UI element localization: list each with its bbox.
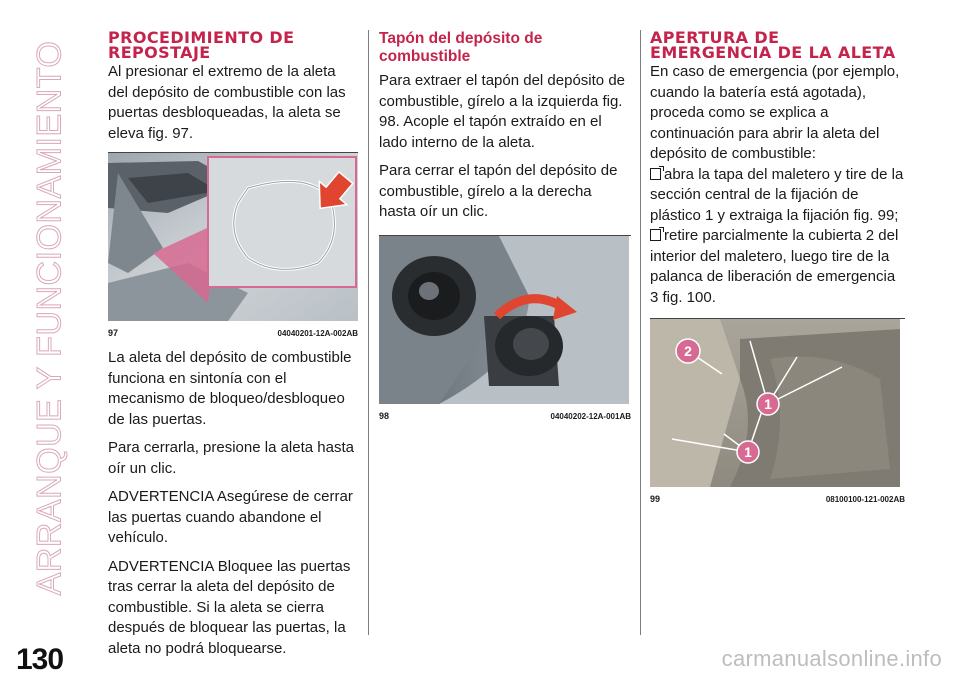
section-side-label: ARRANQUE Y FUNCIONAMIENTO xyxy=(30,40,69,596)
callout-1: 1 xyxy=(764,396,772,412)
column-divider xyxy=(640,30,641,635)
emergency-intro: En caso de emergencia (por ejemplo, cuando la batería está agotada), proceda como se explica a continuación para abrir la aleta del depósito de combustible: xyxy=(650,63,900,162)
bullet-item: abra la tapa del maletero y tire de la sección central de la fijación de plástico 1 y extraiga la fijación fig. 99; xyxy=(650,165,904,224)
paragraph: La aleta del depósito de combustible funciona en sintonía con el mecanismo de bloqueo/desbloqueo de las puertas. xyxy=(108,349,352,428)
figure-number: 97 xyxy=(108,328,119,338)
heading-refueling: PROCEDIMIENTO DE REPOSTAJE xyxy=(108,28,295,62)
figure-98-caption xyxy=(379,409,631,421)
bullet-item: retire parcialmente la cubierta 2 del interior del maletero, luego tire de la palanca de liberación de emergencia 3 fig. 100. xyxy=(650,227,899,306)
figure-number: 98 xyxy=(379,410,390,421)
paragraph: Para cerrar el tapón del depósito de combustible, gírelo a la derecha hasta oír un clic. xyxy=(379,162,618,220)
paragraph: Para cerrarla, presione la aleta hasta oír un clic. xyxy=(108,439,354,477)
figure-code: 04040202-12A-001AB xyxy=(550,411,631,421)
trunk-photo xyxy=(650,319,905,492)
warning-text: ADVERTENCIA Bloquee las puertas tras cerrar la aleta del depósito de combustible. Si la aleta se cierra después de bloquear las puertas, la aleta no podrá bloquearse. xyxy=(108,557,351,657)
figure-99 xyxy=(650,318,905,504)
checkbox-bullet-icon xyxy=(650,229,661,241)
column-divider xyxy=(368,30,369,635)
fuel-flap-photo xyxy=(108,153,358,326)
page-number: 130 xyxy=(16,643,64,676)
watermark: carmanualsonline.info xyxy=(721,646,942,671)
figure-97 xyxy=(108,152,358,338)
warning-text: ADVERTENCIA Asegúrese de cerrar las puertas cuando abandone el vehículo. xyxy=(108,488,353,546)
figure-99-caption xyxy=(650,492,905,504)
column-fuel-cap xyxy=(379,30,631,431)
figure-code: 04040201-12A-002AB xyxy=(277,329,358,338)
figure-code: 08100100-121-002AB xyxy=(825,495,905,504)
heading-fuel-cap: Tapón del depósito de combustible xyxy=(379,30,543,65)
paragraph: Para extraer el tapón del depósito de combustible, gírelo a la izquierda fig. 98. Acople el tapón extraído en el lado interno de la aleta. xyxy=(379,72,625,151)
checkbox-bullet-icon xyxy=(650,168,661,180)
callout-2: 2 xyxy=(684,343,692,359)
column-emergency-opening xyxy=(650,30,905,514)
figure-number: 99 xyxy=(650,494,661,504)
fuel-cap-photo xyxy=(379,236,631,409)
refueling-intro: Al presionar el extremo de la aleta del depósito de combustible con las puertas desbloqueadas, la aleta se eleva fig. 97. xyxy=(108,63,346,142)
figure-97-caption xyxy=(108,326,358,338)
heading-emergency-opening: APERTURA DE EMERGENCIA DE LA ALETA xyxy=(650,28,896,62)
callout-1: 1 xyxy=(744,444,752,460)
column-refueling xyxy=(108,30,358,667)
figure-98 xyxy=(379,235,631,421)
